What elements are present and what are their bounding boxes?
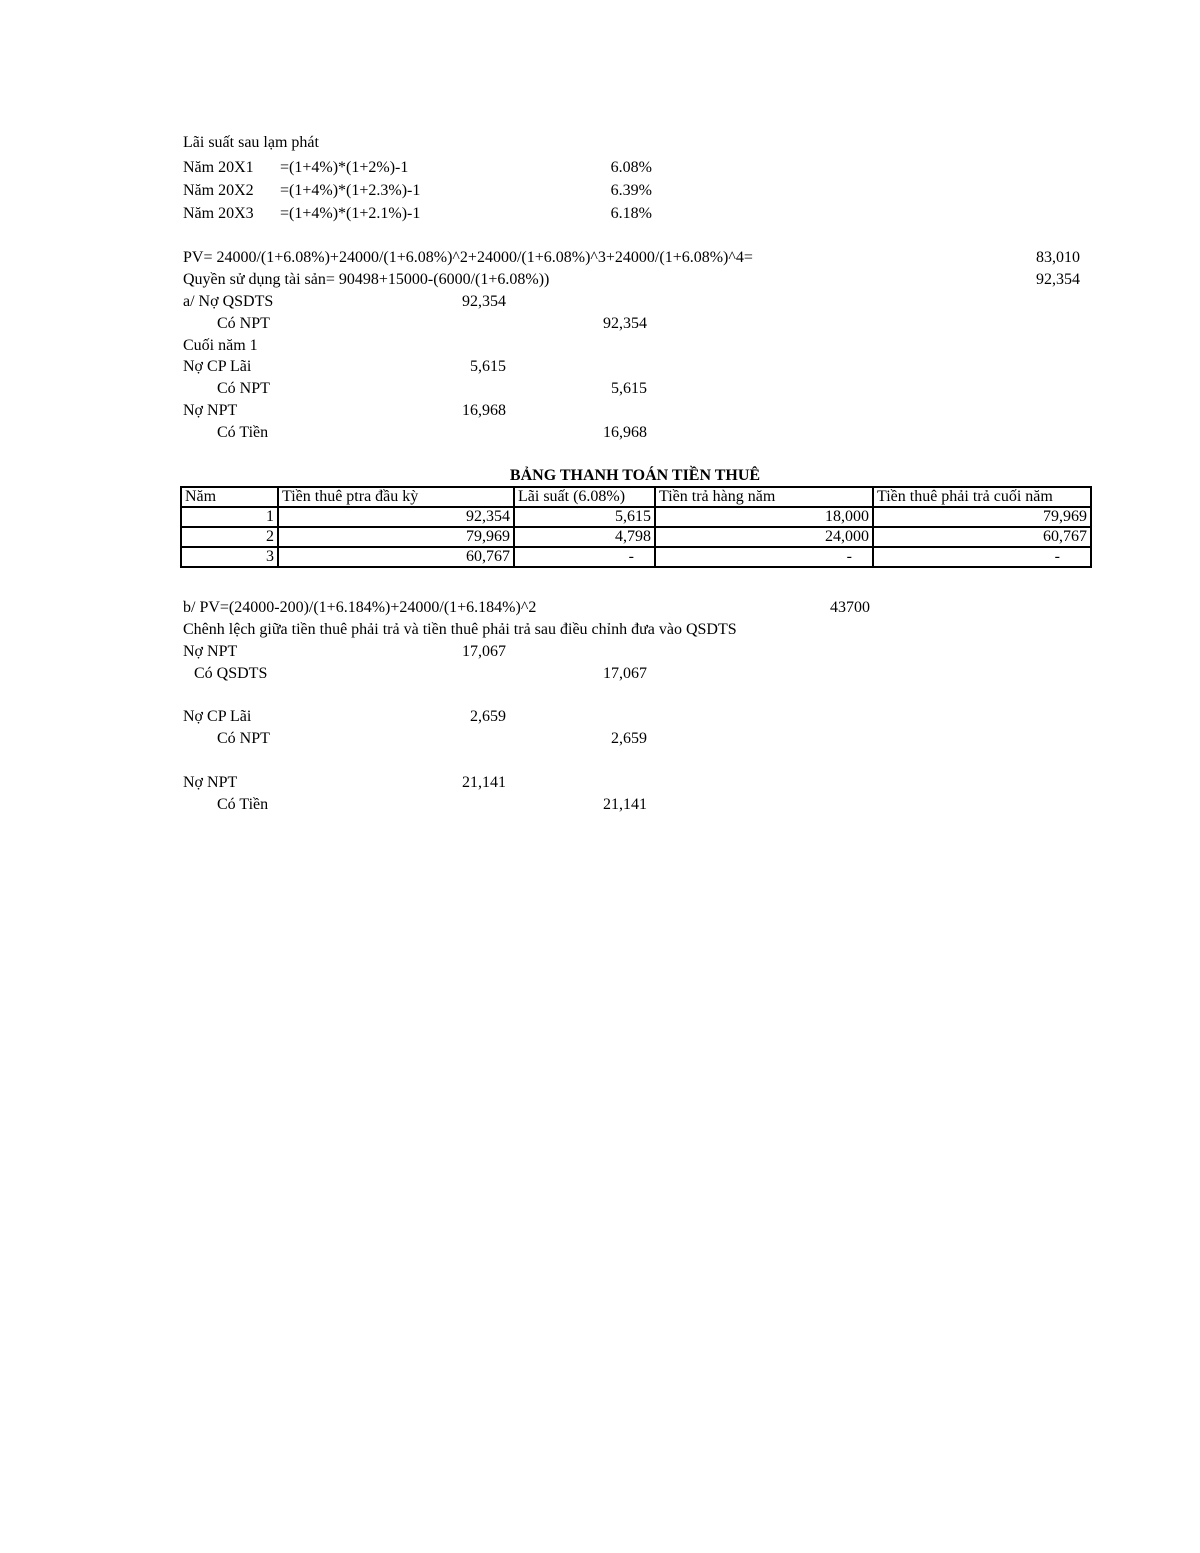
rate-formula: =(1+4%)*(1+2.1%)-1 bbox=[280, 205, 421, 222]
journal-credit-label: Có QSDTS bbox=[194, 665, 268, 682]
journal-credit-amount: 5,615 bbox=[611, 380, 647, 397]
journal-credit-label: Có Tiền bbox=[217, 424, 269, 441]
column-header: Tiền trả hàng năm bbox=[655, 487, 873, 507]
journal-credit-amount: 16,968 bbox=[603, 424, 647, 441]
table-cell: 24,000 bbox=[655, 527, 873, 547]
journal-debit-label: a/ Nợ QSDTS bbox=[183, 293, 274, 310]
rate-value: 6.08% bbox=[610, 159, 652, 176]
year-label: Năm 20X3 bbox=[183, 205, 254, 222]
table-cell: 60,767 bbox=[873, 527, 1091, 547]
journal-credit-amount: 2,659 bbox=[611, 730, 647, 747]
table-cell: 3 bbox=[181, 547, 278, 567]
journal-credit-amount: 21,141 bbox=[603, 796, 647, 813]
journal-credit-label: Có NPT bbox=[217, 730, 270, 747]
table-row bbox=[181, 547, 1091, 567]
journal-debit-amount: 92,354 bbox=[462, 293, 506, 310]
table-cell: 60,767 bbox=[278, 547, 514, 567]
part-b-note: Chênh lệch giữa tiền thuê phải trả và tiền thuê phải trả sau điều chỉnh đưa vào QSDTS bbox=[183, 621, 737, 638]
year-label: Năm 20X2 bbox=[183, 182, 254, 199]
pv-b-formula: b/ PV=(24000-200)/(1+6.184%)+24000/(1+6.184%)^2 bbox=[183, 599, 537, 616]
journal-credit-label: Có NPT bbox=[217, 380, 270, 397]
column-header: Tiền thuê phải trả cuối năm bbox=[873, 487, 1091, 507]
column-header: Năm bbox=[181, 487, 278, 507]
year-label: Năm 20X1 bbox=[183, 159, 254, 176]
inflation-heading: Lãi suất sau lạm phát bbox=[183, 134, 319, 151]
journal-debit-label: Nợ CP Lãi bbox=[183, 358, 252, 375]
journal-debit-label: Nợ NPT bbox=[183, 643, 238, 660]
table-cell: 2 bbox=[181, 527, 278, 547]
lease-table-title: BẢNG THANH TOÁN TIỀN THUÊ bbox=[509, 467, 761, 484]
table-row bbox=[181, 507, 1091, 527]
table-header-row bbox=[181, 487, 1091, 507]
column-header: Tiền thuê ptra đầu kỳ bbox=[278, 487, 514, 507]
pv-b-value: 43700 bbox=[830, 599, 870, 616]
table-cell: 18,000 bbox=[655, 507, 873, 527]
journal-debit-label: Nợ NPT bbox=[183, 774, 238, 791]
journal-credit-label: Có Tiền bbox=[217, 796, 269, 813]
journal-credit-label: Có NPT bbox=[217, 315, 270, 332]
lease-payment-table bbox=[180, 486, 1092, 568]
journal-credit-amount: 17,067 bbox=[603, 665, 647, 682]
journal-credit-amount: 92,354 bbox=[603, 315, 647, 332]
journal-debit-amount: 21,141 bbox=[462, 774, 506, 791]
table-cell: 4,798 bbox=[514, 527, 655, 547]
table-cell: 92,354 bbox=[278, 507, 514, 527]
rate-formula: =(1+4%)*(1+2%)-1 bbox=[280, 159, 409, 176]
pv-formula: PV= 24000/(1+6.08%)+24000/(1+6.08%)^2+24000/(1+6.08%)^3+24000/(1+6.08%)^4= bbox=[183, 249, 753, 266]
rou-formula: Quyền sử dụng tài sản= 90498+15000-(6000/(1+6.08%)) bbox=[183, 271, 550, 288]
rate-value: 6.18% bbox=[610, 205, 652, 222]
rate-value: 6.39% bbox=[610, 182, 652, 199]
rate-formula: =(1+4%)*(1+2.3%)-1 bbox=[280, 182, 421, 199]
journal-debit-amount: 17,067 bbox=[462, 643, 506, 660]
journal-debit-amount: 2,659 bbox=[470, 708, 506, 725]
table-cell: - bbox=[514, 547, 655, 567]
journal-debit-label: Nợ NPT bbox=[183, 402, 238, 419]
table-row bbox=[181, 527, 1091, 547]
table-cell: 5,615 bbox=[514, 507, 655, 527]
journal-debit-amount: 16,968 bbox=[462, 402, 506, 419]
table-cell: 1 bbox=[181, 507, 278, 527]
table-cell: - bbox=[655, 547, 873, 567]
rou-value: 92,354 bbox=[1036, 271, 1080, 288]
table-cell: 79,969 bbox=[278, 527, 514, 547]
pv-value: 83,010 bbox=[1036, 249, 1080, 266]
table-cell: - bbox=[873, 547, 1091, 567]
journal-debit-label: Nợ CP Lãi bbox=[183, 708, 252, 725]
column-header: Lãi suất (6.08%) bbox=[514, 487, 655, 507]
journal-debit-amount: 5,615 bbox=[470, 358, 506, 375]
year-end-label: Cuối năm 1 bbox=[183, 337, 258, 354]
table-cell: 79,969 bbox=[873, 507, 1091, 527]
